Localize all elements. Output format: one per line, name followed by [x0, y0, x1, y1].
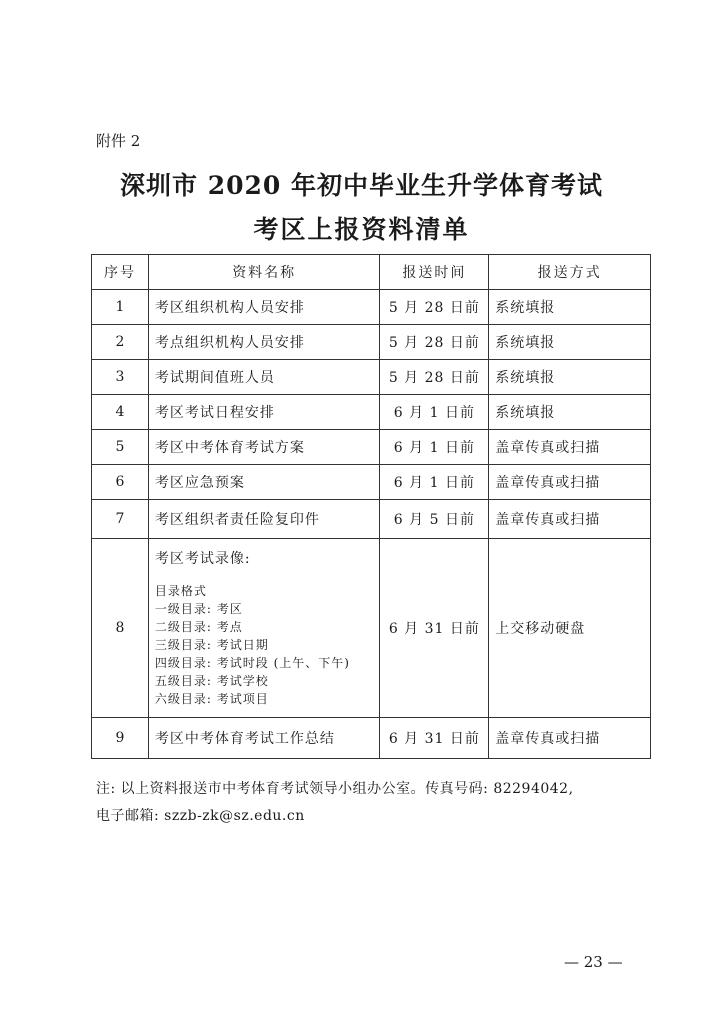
table-row: [92, 325, 651, 360]
row-material-name: 考区中考体育考试工作总结: [148, 718, 380, 759]
row-material-name: 考点组织机构人员安排: [148, 325, 380, 360]
row-material-name: [148, 539, 380, 718]
materials-table: [91, 254, 651, 759]
recording-title: 考区考试录像:: [154, 551, 251, 567]
directory-level-1: 一级目录: 考区: [154, 602, 243, 616]
row-submit-method: 盖章传真或扫描: [489, 500, 651, 539]
row-number: 2: [92, 325, 149, 360]
row-submit-time: 6 月 1 日前: [380, 465, 489, 500]
row-submit-time: 5 月 28 日前: [380, 360, 489, 395]
row-number: 3: [92, 360, 149, 395]
table-header-row: [92, 255, 651, 290]
attachment-label: 附件 2: [96, 132, 141, 150]
directory-level-2: 二级目录: 考点: [154, 620, 243, 634]
directory-format-heading: 目录格式: [154, 584, 207, 598]
row-submit-time: 6 月 31 日前: [380, 539, 489, 718]
row-submit-time: 6 月 1 日前: [380, 430, 489, 465]
header-submit-time: 报送时间: [380, 255, 489, 290]
header-submit-method: 报送方式: [489, 255, 651, 290]
row-submit-method: 系统填报: [489, 325, 651, 360]
row-submit-time: 6 月 31 日前: [380, 718, 489, 759]
row-submit-method: 盖章传真或扫描: [489, 718, 651, 759]
row-submit-method: 系统填报: [489, 360, 651, 395]
directory-level-4: 四级目录: 考试时段 (上午、下午): [154, 656, 350, 670]
row-material-name: 考区组织机构人员安排: [148, 290, 380, 325]
row-submit-time: 5 月 28 日前: [380, 325, 489, 360]
table-row: [92, 500, 651, 539]
header-material-name: 资料名称: [148, 255, 380, 290]
table-row: [92, 539, 651, 718]
header-number: 序号: [92, 255, 149, 290]
document-subtitle: 考区上报资料清单: [253, 215, 470, 244]
table-row: [92, 718, 651, 759]
footnote: [96, 776, 666, 830]
row-material-name: 考试期间值班人员: [148, 360, 380, 395]
row-submit-time: 5 月 28 日前: [380, 290, 489, 325]
directory-level-3: 三级目录: 考试日期: [154, 638, 269, 652]
directory-level-5: 五级目录: 考试学校: [154, 674, 269, 688]
row-submit-method: 盖章传真或扫描: [489, 465, 651, 500]
row-submit-method: 系统填报: [489, 290, 651, 325]
row-submit-method: 系统填报: [489, 395, 651, 430]
row-number: 6: [92, 465, 149, 500]
table-row: [92, 360, 651, 395]
page-number: — 23 —: [564, 953, 623, 971]
table-row: [92, 465, 651, 500]
row-material-name: 考区考试日程安排: [148, 395, 380, 430]
row-material-name: 考区组织者责任险复印件: [148, 500, 380, 539]
table-row: [92, 430, 651, 465]
row-submit-time: 6 月 1 日前: [380, 395, 489, 430]
table-row: [92, 290, 651, 325]
row-submit-method: 盖章传真或扫描: [489, 430, 651, 465]
table-row: [92, 395, 651, 430]
row-number: 7: [92, 500, 149, 539]
row-material-name: 考区应急预案: [148, 465, 380, 500]
row-number: 8: [92, 539, 149, 718]
row-submit-method: 上交移动硬盘: [489, 539, 651, 718]
document-title: 深圳市 2020 年初中毕业生升学体育考试: [120, 171, 603, 200]
row-material-name: 考区中考体育考试方案: [148, 430, 380, 465]
directory-level-6: 六级目录: 考试项目: [154, 692, 269, 706]
row-submit-time: 6 月 5 日前: [380, 500, 489, 539]
row-number: 9: [92, 718, 149, 759]
footnote-fax-line: 注: 以上资料报送市中考体育考试领导小组办公室。传真号码: 82294042,: [96, 781, 574, 797]
row-number: 5: [92, 430, 149, 465]
row-number: 4: [92, 395, 149, 430]
footnote-email-line: 电子邮箱: szzb-zk@sz.edu.cn: [96, 808, 305, 824]
row-number: 1: [92, 290, 149, 325]
